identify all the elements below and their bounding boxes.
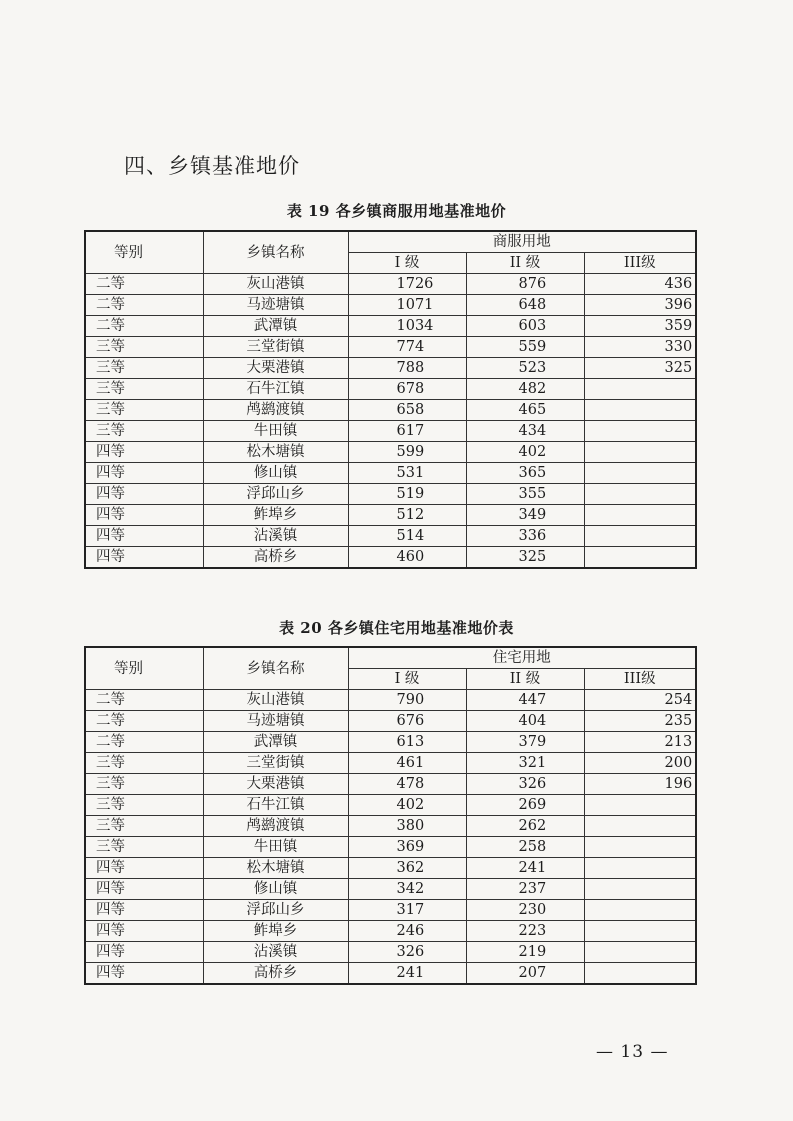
town-cell: 鸬鹚渡镇 bbox=[203, 400, 348, 421]
level-3-price-cell: 213 bbox=[584, 732, 696, 753]
level-2-price-cell: 355 bbox=[466, 484, 584, 505]
grade-cell: 三等 bbox=[85, 753, 203, 774]
grade-cell: 三等 bbox=[85, 816, 203, 837]
header-level-3: III级 bbox=[584, 253, 696, 274]
level-3-price-cell bbox=[584, 379, 696, 400]
level-1-price-cell: 326 bbox=[348, 942, 466, 963]
grade-cell: 二等 bbox=[85, 316, 203, 337]
grade-cell: 二等 bbox=[85, 274, 203, 295]
table-row bbox=[85, 547, 696, 569]
town-cell: 武潭镇 bbox=[203, 316, 348, 337]
grade-cell: 三等 bbox=[85, 358, 203, 379]
level-1-price-cell: 460 bbox=[348, 547, 466, 569]
grade-cell: 四等 bbox=[85, 547, 203, 569]
level-1-price-cell: 461 bbox=[348, 753, 466, 774]
town-cell: 马迹塘镇 bbox=[203, 711, 348, 732]
table-row bbox=[85, 690, 696, 711]
table19-commercial-land-price bbox=[84, 230, 697, 569]
level-3-price-cell bbox=[584, 816, 696, 837]
level-1-price-cell: 676 bbox=[348, 711, 466, 732]
level-2-price-cell: 434 bbox=[466, 421, 584, 442]
level-3-price-cell bbox=[584, 858, 696, 879]
grade-cell: 四等 bbox=[85, 942, 203, 963]
level-1-price-cell: 362 bbox=[348, 858, 466, 879]
level-3-price-cell bbox=[584, 900, 696, 921]
level-3-price-cell bbox=[584, 463, 696, 484]
level-3-price-cell: 254 bbox=[584, 690, 696, 711]
table20-body bbox=[85, 690, 696, 985]
level-1-price-cell: 342 bbox=[348, 879, 466, 900]
table-row bbox=[85, 753, 696, 774]
level-1-price-cell: 317 bbox=[348, 900, 466, 921]
section-title: 四、乡镇基准地价 bbox=[124, 154, 300, 178]
town-cell: 大栗港镇 bbox=[203, 358, 348, 379]
header-town: 乡镇名称 bbox=[203, 231, 348, 274]
grade-cell: 三等 bbox=[85, 795, 203, 816]
header-town: 乡镇名称 bbox=[203, 647, 348, 690]
level-2-price-cell: 404 bbox=[466, 711, 584, 732]
level-1-price-cell: 380 bbox=[348, 816, 466, 837]
level-3-price-cell: 200 bbox=[584, 753, 696, 774]
level-3-price-cell bbox=[584, 795, 696, 816]
level-2-price-cell: 258 bbox=[466, 837, 584, 858]
grade-cell: 三等 bbox=[85, 400, 203, 421]
level-2-price-cell: 349 bbox=[466, 505, 584, 526]
town-cell: 沾溪镇 bbox=[203, 526, 348, 547]
grade-cell: 三等 bbox=[85, 337, 203, 358]
level-2-price-cell: 262 bbox=[466, 816, 584, 837]
table-row bbox=[85, 837, 696, 858]
level-3-price-cell: 330 bbox=[584, 337, 696, 358]
level-3-price-cell bbox=[584, 921, 696, 942]
level-2-price-cell: 523 bbox=[466, 358, 584, 379]
level-1-price-cell: 531 bbox=[348, 463, 466, 484]
level-2-price-cell: 269 bbox=[466, 795, 584, 816]
level-3-price-cell bbox=[584, 879, 696, 900]
level-3-price-cell bbox=[584, 400, 696, 421]
table-row bbox=[85, 379, 696, 400]
town-cell: 鲊埠乡 bbox=[203, 505, 348, 526]
level-2-price-cell: 379 bbox=[466, 732, 584, 753]
town-cell: 石牛江镇 bbox=[203, 379, 348, 400]
header-level-2: II 级 bbox=[466, 253, 584, 274]
level-1-price-cell: 514 bbox=[348, 526, 466, 547]
level-2-price-cell: 465 bbox=[466, 400, 584, 421]
grade-cell: 四等 bbox=[85, 900, 203, 921]
grade-cell: 四等 bbox=[85, 442, 203, 463]
grade-cell: 四等 bbox=[85, 858, 203, 879]
level-2-price-cell: 223 bbox=[466, 921, 584, 942]
town-cell: 修山镇 bbox=[203, 879, 348, 900]
grade-cell: 二等 bbox=[85, 690, 203, 711]
header-level-1: I 级 bbox=[348, 669, 466, 690]
level-3-price-cell bbox=[584, 505, 696, 526]
town-cell: 灰山港镇 bbox=[203, 690, 348, 711]
table-row bbox=[85, 358, 696, 379]
table-row bbox=[85, 484, 696, 505]
table-row bbox=[85, 816, 696, 837]
level-1-price-cell: 369 bbox=[348, 837, 466, 858]
table-row bbox=[85, 879, 696, 900]
table-row bbox=[85, 900, 696, 921]
town-cell: 鸬鹚渡镇 bbox=[203, 816, 348, 837]
header-level-3: III级 bbox=[584, 669, 696, 690]
level-2-price-cell: 648 bbox=[466, 295, 584, 316]
level-2-price-cell: 482 bbox=[466, 379, 584, 400]
level-2-price-cell: 207 bbox=[466, 963, 584, 985]
header-land-group: 住宅用地 bbox=[348, 647, 696, 669]
level-1-price-cell: 790 bbox=[348, 690, 466, 711]
level-1-price-cell: 613 bbox=[348, 732, 466, 753]
table-row bbox=[85, 442, 696, 463]
level-3-price-cell bbox=[584, 484, 696, 505]
table-row bbox=[85, 463, 696, 484]
level-3-price-cell bbox=[584, 942, 696, 963]
town-cell: 浮邱山乡 bbox=[203, 900, 348, 921]
level-2-price-cell: 447 bbox=[466, 690, 584, 711]
grade-cell: 二等 bbox=[85, 295, 203, 316]
level-1-price-cell: 617 bbox=[348, 421, 466, 442]
level-2-price-cell: 603 bbox=[466, 316, 584, 337]
table-row bbox=[85, 316, 696, 337]
header-grade: 等别 bbox=[85, 647, 203, 690]
level-1-price-cell: 599 bbox=[348, 442, 466, 463]
table19-caption: 表 19 各乡镇商服用地基准地价 bbox=[286, 202, 507, 220]
level-3-price-cell bbox=[584, 837, 696, 858]
grade-cell: 四等 bbox=[85, 463, 203, 484]
level-1-price-cell: 512 bbox=[348, 505, 466, 526]
level-3-price-cell bbox=[584, 963, 696, 985]
town-cell: 高桥乡 bbox=[203, 963, 348, 985]
grade-cell: 四等 bbox=[85, 921, 203, 942]
grade-cell: 三等 bbox=[85, 774, 203, 795]
level-1-price-cell: 788 bbox=[348, 358, 466, 379]
table-row bbox=[85, 421, 696, 442]
town-cell: 松木塘镇 bbox=[203, 442, 348, 463]
town-cell: 马迹塘镇 bbox=[203, 295, 348, 316]
level-1-price-cell: 1071 bbox=[348, 295, 466, 316]
level-3-price-cell bbox=[584, 421, 696, 442]
level-2-price-cell: 559 bbox=[466, 337, 584, 358]
table-row bbox=[85, 963, 696, 985]
level-1-price-cell: 519 bbox=[348, 484, 466, 505]
town-cell: 大栗港镇 bbox=[203, 774, 348, 795]
page-number: — 13 — bbox=[596, 1042, 669, 1062]
level-2-price-cell: 230 bbox=[466, 900, 584, 921]
grade-cell: 四等 bbox=[85, 484, 203, 505]
town-cell: 鲊埠乡 bbox=[203, 921, 348, 942]
town-cell: 沾溪镇 bbox=[203, 942, 348, 963]
level-1-price-cell: 246 bbox=[348, 921, 466, 942]
header-grade: 等别 bbox=[85, 231, 203, 274]
grade-cell: 三等 bbox=[85, 837, 203, 858]
table-row bbox=[85, 858, 696, 879]
grade-cell: 四等 bbox=[85, 526, 203, 547]
town-cell: 浮邱山乡 bbox=[203, 484, 348, 505]
level-1-price-cell: 478 bbox=[348, 774, 466, 795]
level-1-price-cell: 402 bbox=[348, 795, 466, 816]
town-cell: 牛田镇 bbox=[203, 421, 348, 442]
level-2-price-cell: 219 bbox=[466, 942, 584, 963]
level-1-price-cell: 1034 bbox=[348, 316, 466, 337]
table-row bbox=[85, 505, 696, 526]
level-3-price-cell: 235 bbox=[584, 711, 696, 732]
town-cell: 石牛江镇 bbox=[203, 795, 348, 816]
level-1-price-cell: 658 bbox=[348, 400, 466, 421]
header-level-2: II 级 bbox=[466, 669, 584, 690]
level-2-price-cell: 237 bbox=[466, 879, 584, 900]
level-3-price-cell: 325 bbox=[584, 358, 696, 379]
town-cell: 灰山港镇 bbox=[203, 274, 348, 295]
grade-cell: 四等 bbox=[85, 963, 203, 985]
table20-residential-land-price bbox=[84, 646, 697, 985]
level-2-price-cell: 326 bbox=[466, 774, 584, 795]
table-row bbox=[85, 400, 696, 421]
level-3-price-cell: 359 bbox=[584, 316, 696, 337]
town-cell: 松木塘镇 bbox=[203, 858, 348, 879]
table-row bbox=[85, 774, 696, 795]
header-land-group: 商服用地 bbox=[348, 231, 696, 253]
level-3-price-cell: 436 bbox=[584, 274, 696, 295]
grade-cell: 三等 bbox=[85, 421, 203, 442]
level-1-price-cell: 774 bbox=[348, 337, 466, 358]
level-1-price-cell: 1726 bbox=[348, 274, 466, 295]
level-2-price-cell: 321 bbox=[466, 753, 584, 774]
header-level-1: I 级 bbox=[348, 253, 466, 274]
level-2-price-cell: 402 bbox=[466, 442, 584, 463]
table-row bbox=[85, 732, 696, 753]
table-row bbox=[85, 337, 696, 358]
town-cell: 三堂街镇 bbox=[203, 753, 348, 774]
table-row bbox=[85, 295, 696, 316]
table-row bbox=[85, 274, 696, 295]
level-1-price-cell: 678 bbox=[348, 379, 466, 400]
level-3-price-cell: 196 bbox=[584, 774, 696, 795]
level-2-price-cell: 336 bbox=[466, 526, 584, 547]
table-row bbox=[85, 942, 696, 963]
level-2-price-cell: 241 bbox=[466, 858, 584, 879]
level-2-price-cell: 325 bbox=[466, 547, 584, 569]
level-3-price-cell bbox=[584, 442, 696, 463]
grade-cell: 四等 bbox=[85, 879, 203, 900]
grade-cell: 二等 bbox=[85, 711, 203, 732]
town-cell: 牛田镇 bbox=[203, 837, 348, 858]
level-3-price-cell bbox=[584, 526, 696, 547]
grade-cell: 三等 bbox=[85, 379, 203, 400]
level-3-price-cell bbox=[584, 547, 696, 569]
table20-caption: 表 20 各乡镇住宅用地基准地价表 bbox=[279, 619, 514, 637]
town-cell: 高桥乡 bbox=[203, 547, 348, 569]
grade-cell: 二等 bbox=[85, 732, 203, 753]
table-row bbox=[85, 526, 696, 547]
table-row bbox=[85, 921, 696, 942]
table-row bbox=[85, 711, 696, 732]
town-cell: 修山镇 bbox=[203, 463, 348, 484]
level-3-price-cell: 396 bbox=[584, 295, 696, 316]
table-row bbox=[85, 795, 696, 816]
level-1-price-cell: 241 bbox=[348, 963, 466, 985]
town-cell: 武潭镇 bbox=[203, 732, 348, 753]
town-cell: 三堂街镇 bbox=[203, 337, 348, 358]
table19-body bbox=[85, 274, 696, 569]
level-2-price-cell: 876 bbox=[466, 274, 584, 295]
grade-cell: 四等 bbox=[85, 505, 203, 526]
level-2-price-cell: 365 bbox=[466, 463, 584, 484]
